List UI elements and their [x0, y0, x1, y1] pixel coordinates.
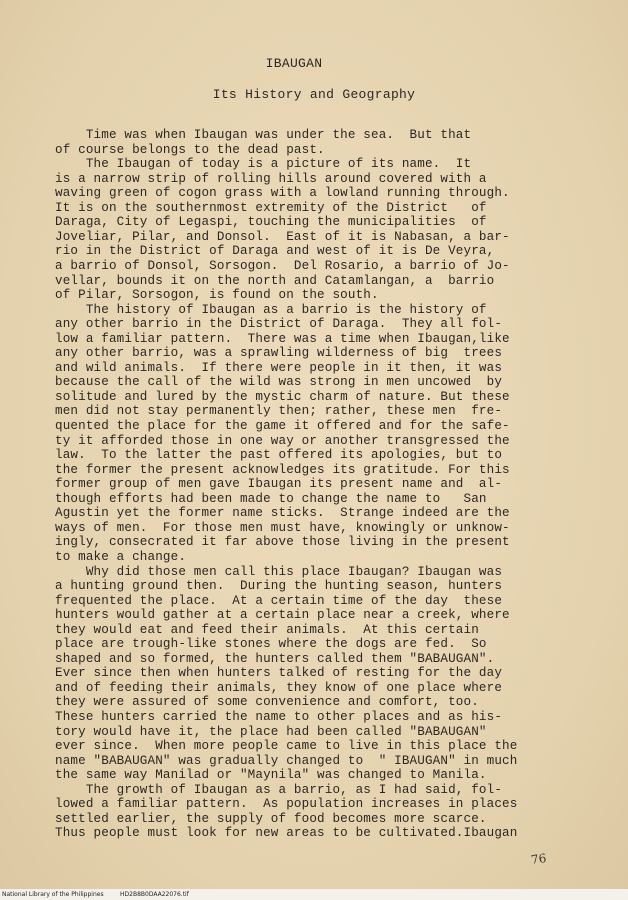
- text-line: former group of men gave Ibaugan its present name and al-: [55, 477, 503, 492]
- text-line: ways of men. For those men must have, knowingly or unknow-: [55, 520, 510, 535]
- text-line: any other barrio, was a sprawling wilderness of big trees: [55, 346, 503, 361]
- text-line: a barrio of Donsol, Sorsogon. Del Rosario, a barrio of Jo-: [55, 258, 510, 273]
- footer-file: HD2B8B0DAA22076.tif: [120, 891, 189, 898]
- text-line: though efforts had been made to change the name to San: [55, 491, 487, 506]
- text-line: Joveliar, Pilar, and Donsol. East of it is Nabasan, a bar-: [55, 229, 510, 244]
- text-line: Time was when Ibaugan was under the sea. But that: [55, 128, 472, 142]
- text-line: because the call of the wild was strong in men uncowed by: [55, 375, 503, 390]
- text-line: ever since. When more people came to live in this place the: [55, 739, 518, 754]
- text-line: shaped and so formed, the hunters called them "BABAUGAN".: [55, 651, 495, 666]
- text-line: to make a change.: [55, 549, 187, 564]
- text-line: of Pilar, Sorsogon, is found on the south.: [55, 288, 379, 303]
- text-line: ingly, consecrated it far above those living in the present: [55, 535, 510, 550]
- text-line: The growth of Ibaugan as a barrio, as I had said, fol-: [55, 782, 503, 797]
- text-line: frequented the place. At a certain time of the day these: [55, 593, 503, 608]
- text-line: any other barrio in the District of Daraga. They all fol-: [55, 317, 503, 332]
- document-subtitle: Its History and Geography: [212, 87, 416, 102]
- text-line: tory would have it, the place had been called "BABAUGAN": [55, 724, 487, 739]
- text-line: law. To the latter the past offered its apologies, but to: [55, 448, 503, 463]
- text-line: settled earlier, the supply of food becomes more scarce.: [55, 811, 487, 826]
- text-line: The Ibaugan of today is a picture of its name. It: [55, 157, 472, 172]
- text-line: name "BABAUGAN" was gradually changed to " IBAUGAN" in much: [55, 753, 518, 768]
- text-line: the same way Manilad or "Maynila" was changed to Manila.: [55, 768, 487, 783]
- text-line: men did not stay permanently then; rather, these men fre-: [55, 404, 503, 419]
- text-line: and wild animals. If there were people in it then, it was: [55, 360, 503, 375]
- text-line: of course belongs to the dead past.: [55, 142, 325, 157]
- text-line: Thus people must look for new areas to be cultivated.Ibaugan: [55, 826, 518, 841]
- text-line: Why did those men call this place Ibaugan? Ibaugan was: [55, 564, 503, 579]
- text-line: they were assured of some convenience and comfort, too.: [55, 695, 479, 710]
- text-line: solitude and lured by the mystic charm of nature. But these: [55, 389, 510, 404]
- text-line: they would eat and feed their animals. At this certain: [55, 622, 479, 637]
- text-line: a hunting ground then. During the hunting season, hunters: [55, 579, 503, 594]
- document-title: IBAUGAN: [265, 56, 323, 71]
- text-line: The history of Ibaugan as a barrio is the history of: [55, 302, 487, 317]
- text-line: lowed a familiar pattern. As population increases in places: [55, 797, 518, 812]
- text-line: Ever since then when hunters talked of resting for the day: [55, 666, 503, 681]
- footer-source: National Library of the Philippines: [2, 891, 104, 898]
- scan-footer: [0, 889, 628, 900]
- handwritten-page-mark: 76: [530, 851, 548, 867]
- text-line: rio in the District of Daraga and west of it is De Veyra,: [55, 244, 495, 259]
- text-line: These hunters carried the name to other places and as his-: [55, 710, 503, 724]
- text-line: hunters would gather at a certain place near a creek, where: [55, 608, 510, 623]
- text-line: and of feeding their animals, they know of one place where: [55, 680, 503, 695]
- text-line: ty it afforded those in one way or another transgressed the: [55, 433, 510, 448]
- text-line: waving green of cogon grass with a lowland running through.: [55, 186, 510, 201]
- text-line: the former the present acknowledges its gratitude. For this: [55, 462, 510, 477]
- text-line: vellar, bounds it on the north and Catamlangan, a barrio: [55, 273, 495, 288]
- text-line: quented the place for the game it offered and for the safe-: [55, 419, 510, 433]
- text-line: Daraga, City of Legaspi, touching the municipalities of: [55, 215, 487, 230]
- text-line: low a familiar pattern. There was a time when Ibaugan,like: [55, 331, 510, 346]
- text-line: It is on the southernmost extremity of the District of: [55, 200, 487, 215]
- text-line: place are trough-like stones where the dogs are fed. So: [55, 637, 487, 652]
- text-line: is a narrow strip of rolling hills around covered with a: [55, 171, 487, 186]
- text-line: Agustin yet the former name sticks. Strange indeed are the: [55, 506, 510, 521]
